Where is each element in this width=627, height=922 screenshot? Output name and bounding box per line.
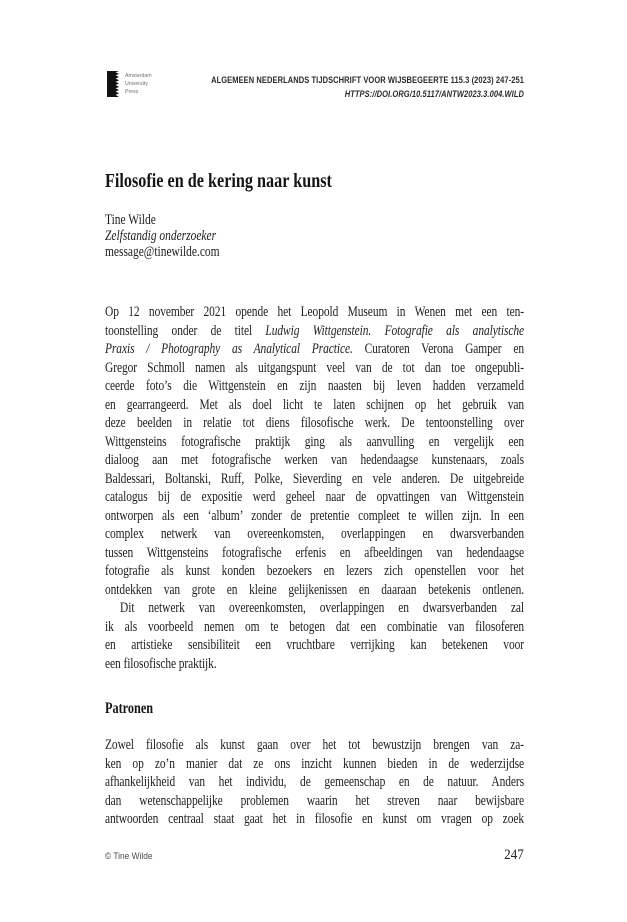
doi-line: HTTPS://DOI.ORG/10.5117/ANTW2023.3.004.WILD <box>344 89 524 100</box>
text-line: Baldessari, Boltanski, Ruff, Polke, Sieverding en vele anderen. De uitgebreide <box>105 470 525 487</box>
article-title: Filosofie en de kering naar kunst <box>105 170 332 192</box>
text-segment: toonstelling onder de titel <box>105 322 266 339</box>
publisher-logo-text <box>125 72 152 95</box>
text-line: en artistieke sensibiliteit een vruchtbare verrijking kan betekenen voor <box>105 637 525 653</box>
italic-text-segment: Praxis / Photography as Analytical Practice. <box>105 341 353 357</box>
body-paragraph-1 <box>105 303 524 599</box>
logo-line-2: University <box>125 80 148 87</box>
text-line: complex netwerk van overeenkomsten, overlappingen en dwarsverbanden <box>105 526 525 542</box>
section-heading: Patronen <box>105 700 154 717</box>
body-paragraph-3 <box>105 736 524 829</box>
text-line: ceerde foto’s die Wittgenstein en zijn naasten bij leven hadden verzameld <box>105 378 525 394</box>
author-email: message@tinewilde.com <box>105 244 220 260</box>
text-line: afhankelijkheid van het individu, de gemeenschap en de natuur. Anders <box>105 774 525 790</box>
text-line: tussen Wittgensteins fotografische erfenis en afbeeldingen van hedendaagse <box>105 544 525 561</box>
text-line: ontworpen als een ‘album’ zonder de pretentie compleet te willen zijn. In een <box>105 507 525 524</box>
text-line: dialoog aan met fotografische werken van hedendaagse kunstenaars, zoals <box>105 452 525 468</box>
text-segment: Curatoren Verona Gamper en <box>352 341 525 357</box>
aup-logo-icon <box>107 71 119 97</box>
text-line: en gearrangeerd. Met als doel licht te laten schijnen op het gebruik van <box>105 396 525 413</box>
journal-citation: ALGEMEEN NEDERLANDS TIJDSCHRIFT VOOR WIJSBEGEERTE 115.3 (2023) 247-251 <box>211 75 524 86</box>
body-paragraph-2 <box>105 599 524 673</box>
author-block <box>105 212 220 260</box>
text-line: Dit netwerk van overeenkomsten, overlappingen en dwarsverbanden zal <box>120 600 525 616</box>
text-line: Zowel filosofie als kunst gaan over het tot bewustzijn brengen van za- <box>105 737 525 753</box>
text-line <box>105 322 524 341</box>
text-line: ontdekken van grote en kleine gelijkenissen en daaraan betekenis ontlenen. <box>105 581 525 598</box>
publisher-logo <box>107 71 176 117</box>
text-line: dan wetenschappelijke problemen waarin het streven naar bewijsbare <box>105 792 525 809</box>
journal-info <box>193 74 524 102</box>
text-line: deze beelden in relatie tot diens filosofische werk. De tentoonstelling over <box>105 415 525 431</box>
text-line: Wittgensteins fotografische praktijk ging als aanvulling en vergelijk een <box>105 433 525 450</box>
text-line: ken op zo’n manier dat ze ons inzicht kunnen bieden in de wederzijdse <box>105 755 525 772</box>
page-number: 247 <box>504 847 524 863</box>
text-line: een filosofische praktijk. <box>105 655 217 672</box>
text-line <box>105 340 524 359</box>
text-line: Op 12 november 2021 opende het Leopold Museum in Wenen met een ten- <box>105 304 525 320</box>
text-line: fotografie als kunst konden bezoekers en lezers zich openstellen voor het <box>105 563 525 579</box>
logo-line-3: Press <box>125 88 139 95</box>
logo-line-1: Amsterdam <box>125 73 152 79</box>
text-line: ik als voorbeeld nemen om te betogen dat een combinatie van filosoferen <box>105 618 525 635</box>
text-line: antwoorden centraal staat gaat het in filosofie en kunst om vragen op zoek <box>105 811 525 827</box>
masthead <box>105 70 524 110</box>
author-name: Tine Wilde <box>105 212 156 228</box>
author-affiliation: Zelfstandig onderzoeker <box>105 228 217 244</box>
text-line: Gregor Schmoll namen als uitgangspunt veel van de tot dan toe ongepubli- <box>105 359 525 376</box>
italic-text-segment: Ludwig Wittgenstein. Fotografie als analytische <box>265 322 525 339</box>
text-line: catalogus bij de expositie werd geheel naar de opvattingen van Wittgenstein <box>105 489 525 505</box>
copyright-notice: © Tine Wilde <box>105 851 153 862</box>
